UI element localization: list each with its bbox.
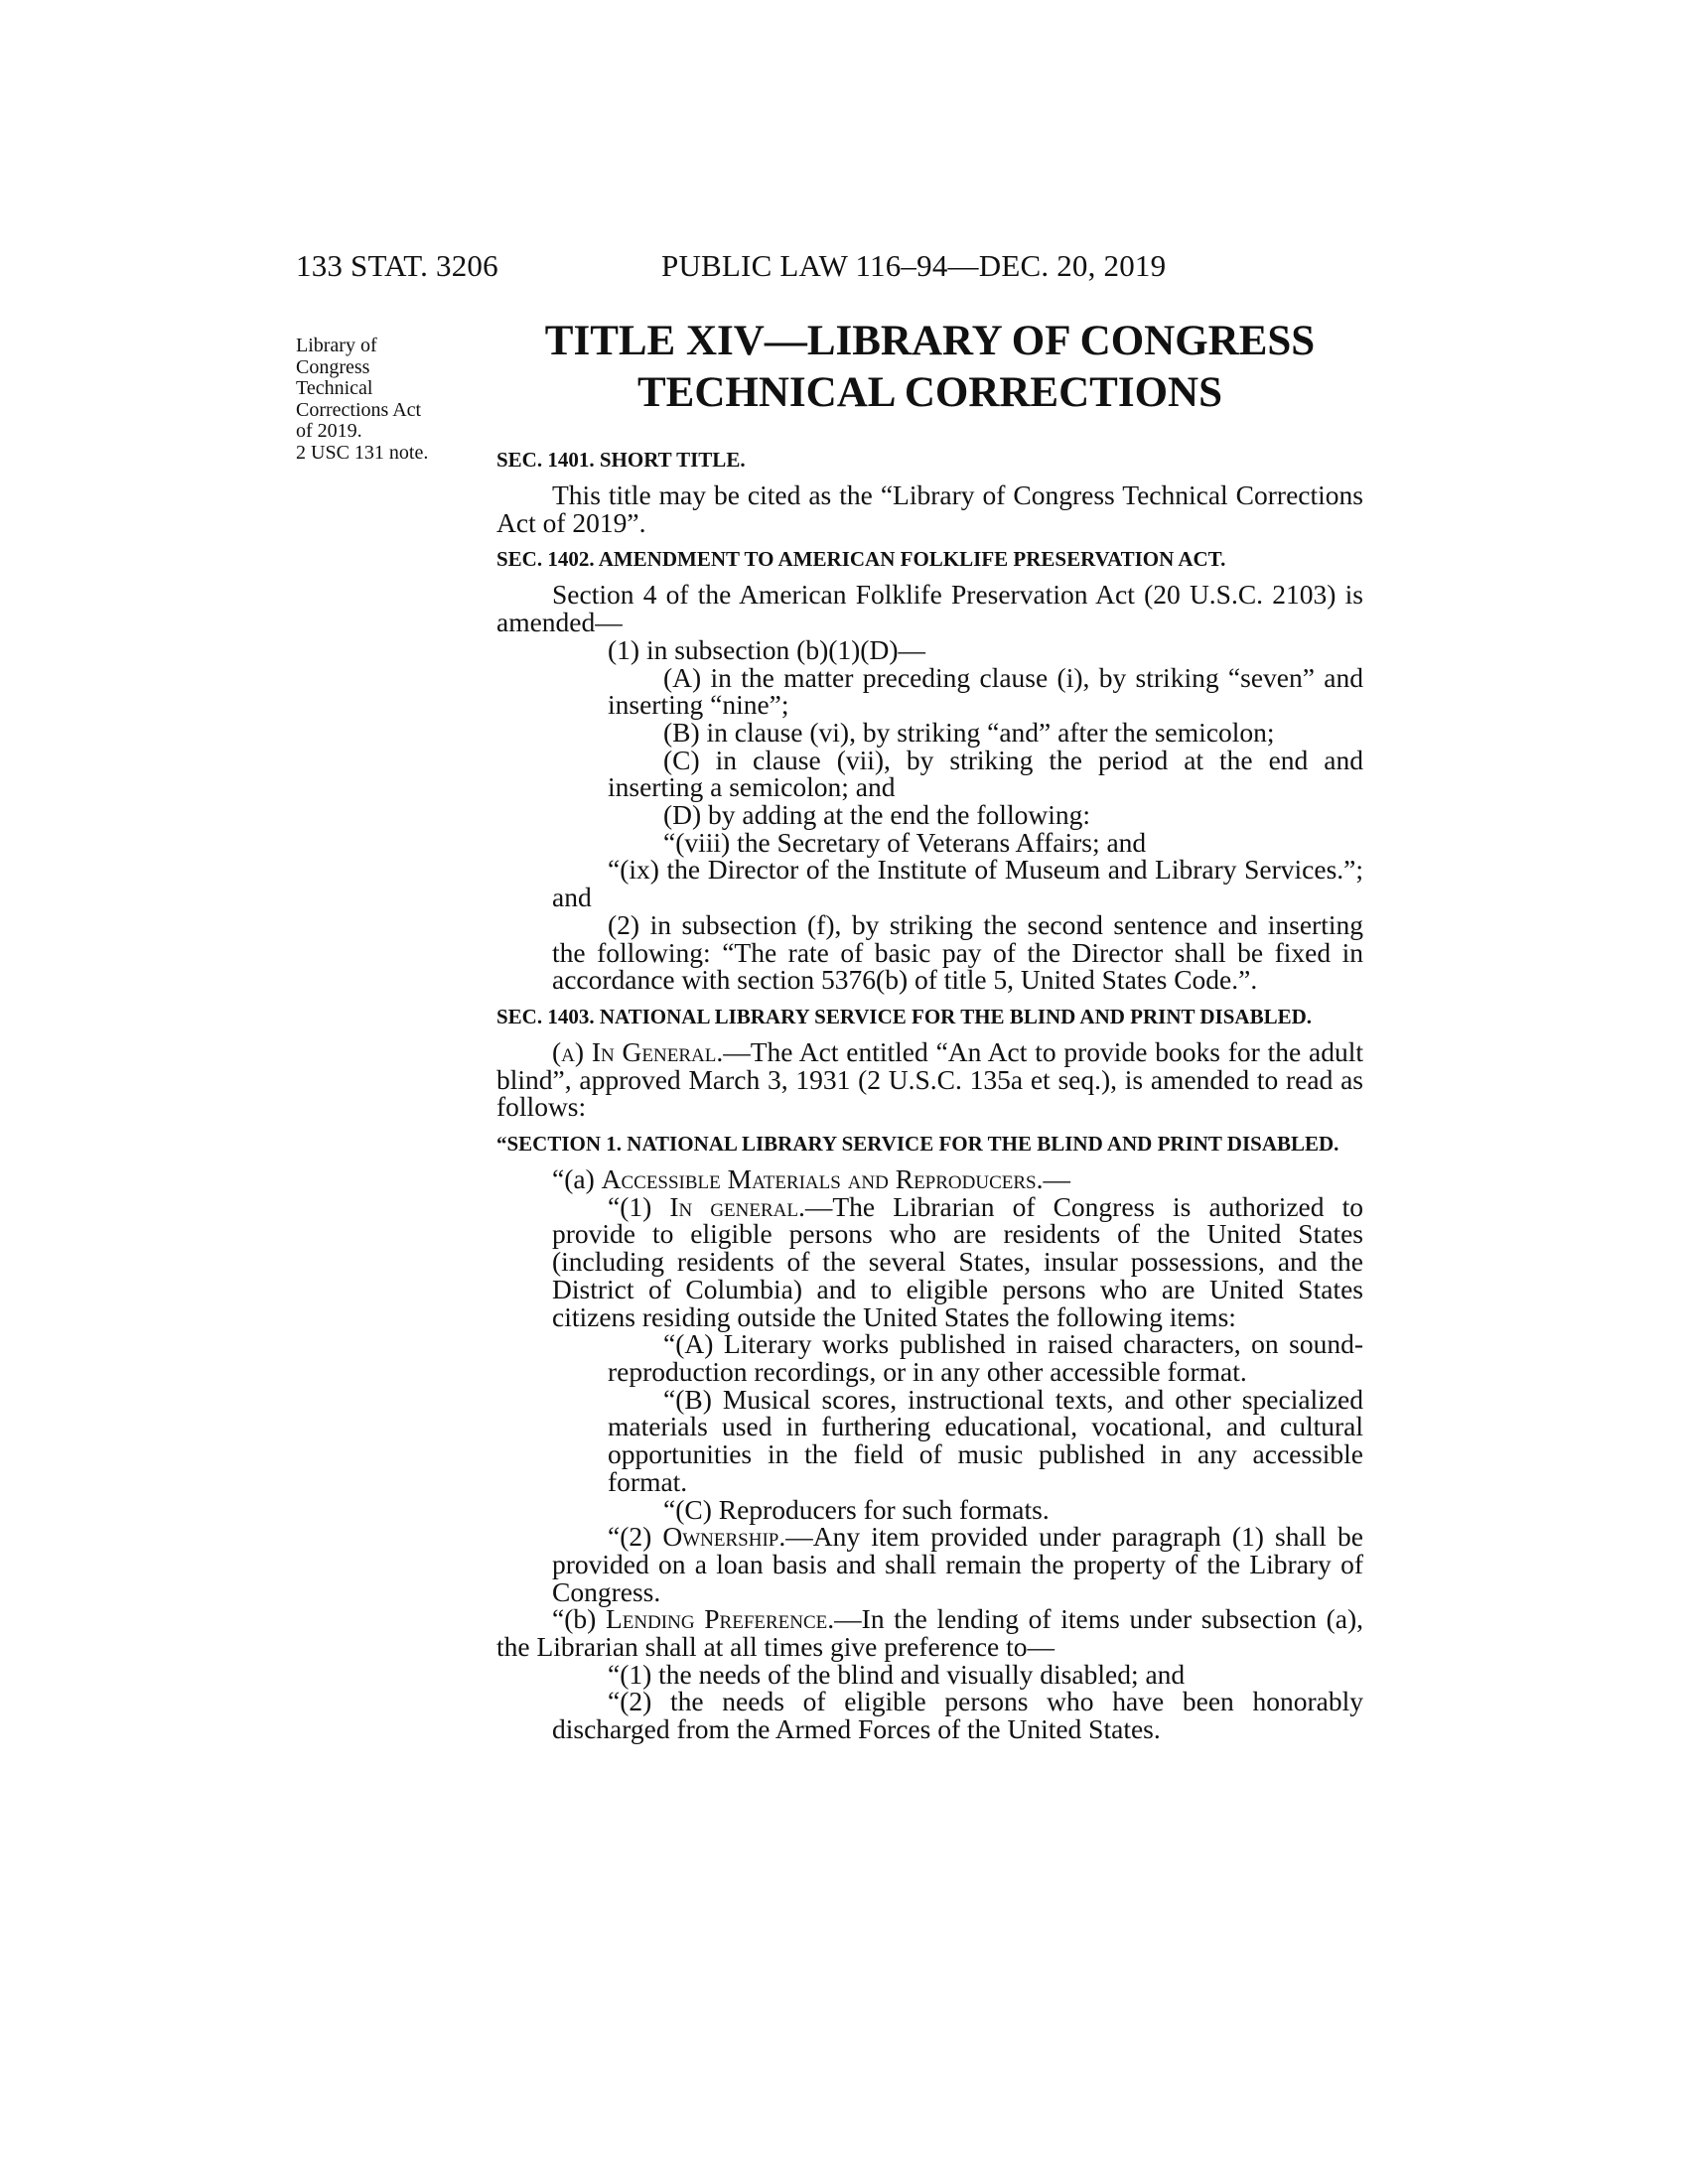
- quoted-subparagraph-c: “(C) Reproducers for such formats.: [663, 1493, 1050, 1525]
- quoted-b-paragraph-2: “(2) the needs of eligible persons who have been honorably discharged from the Armed Forces of the United States.: [552, 1686, 1363, 1745]
- title-line-1: TITLE XIV—LIBRARY OF CONGRESS: [544, 318, 1316, 364]
- section-1-heading: “SECTION 1. NATIONAL LIBRARY SERVICE FOR THE BLIND AND PRINT DISABLED.: [496, 1132, 1339, 1157]
- section-1401-text: This title may be cited as the “Library of Congress Technical Corrections Act of 2019”.: [496, 479, 1363, 538]
- margin-note-line: Technical: [296, 377, 373, 399]
- quoted-subparagraph-b: “(B) Musical scores, instructional texts, and other specialized materials used in furthering educational, vocational, and cultural opportunities in the field of music published in any accessible format.: [608, 1383, 1363, 1497]
- quoted-subsection-a: [496, 1165, 1363, 1193]
- section-1403-heading: SEC. 1403. NATIONAL LIBRARY SERVICE FOR THE BLIND AND PRINT DISABLED.: [496, 1004, 1312, 1028]
- clause-viii: “(viii) the Secretary of Veterans Affairs; and: [663, 826, 1147, 858]
- clause-ix: “(ix) the Director of the Institute of Museum and Library Services.”; and: [552, 854, 1363, 913]
- main-text-column: [496, 437, 1363, 1743]
- paragraph-2: (2) in subsection (f), by striking the second sentence and inserting the following: “The rate of basic pay of the Director shall be fixed in accordance with section 5376(b) of title 5, United States Code.”.: [552, 908, 1363, 996]
- subsection-a-label: (a) In General.: [552, 1035, 724, 1067]
- subsection-a-text: —The Act entitled “An Act to provide books for the adult blind”, approved March 3, 1931 (2 U.S.C. 135a et seq.), is amended to read as follows:: [496, 1035, 1363, 1123]
- quoted-subsection-b-label: Lending Preference.: [605, 1603, 835, 1635]
- quoted-paragraph-1: [552, 1190, 1363, 1332]
- quoted-paragraph-1-text: —The Librarian of Congress is authorized to provide to eligible persons who are residents of the United States (including residents of the several States, insular possessions, and the District of Columbia) and to eligible persons who are United States citizens residing outside the United States the following items:: [552, 1190, 1363, 1332]
- margin-note: [296, 336, 475, 464]
- quoted-b-paragraph-1: “(1) the needs of the blind and visually disabled; and: [608, 1658, 1186, 1690]
- quoted-paragraph-2-prefix: “(2): [608, 1521, 663, 1553]
- section-1402-heading: SEC. 1402. AMENDMENT TO AMERICAN FOLKLIFE PRESERVATION ACT.: [496, 547, 1226, 572]
- quoted-subparagraph-a: “(A) Literary works published in raised characters, on sound-reproduction recordings, or in any other accessible format.: [608, 1328, 1363, 1387]
- quoted-subsection-b: [496, 1603, 1363, 1663]
- margin-note-line: 2 USC 131 note.: [296, 441, 429, 464]
- quoted-paragraph-2: [552, 1523, 1363, 1605]
- subparagraph-a: (A) in the matter preceding clause (i), by striking “seven” and inserting “nine”;: [608, 661, 1363, 721]
- page-law-header: PUBLIC LAW 116–94—DEC. 20, 2019: [661, 248, 1167, 283]
- quoted-subsection-a-prefix: “(a): [552, 1163, 602, 1195]
- title-heading: [496, 316, 1363, 419]
- quoted-subsection-a-suffix: —: [1043, 1163, 1070, 1195]
- subparagraph-c: (C) in clause (vii), by striking the period at the end and inserting a semicolon; and: [608, 744, 1363, 803]
- paragraph-1: (1) in subsection (b)(1)(D)—: [608, 633, 925, 665]
- quoted-paragraph-2-label: Ownership.: [662, 1521, 786, 1553]
- subparagraph-b: (B) in clause (vi), by striking “and” after the semicolon;: [663, 716, 1275, 748]
- section-1402-intro: Section 4 of the American Folklife Preservation Act (20 U.S.C. 2103) is amended—: [496, 579, 1363, 638]
- margin-note-line: Congress: [296, 355, 370, 378]
- quoted-paragraph-2-text: —Any item provided under paragraph (1) shall be provided on a loan basis and shall remain the property of the Library of Congress.: [552, 1521, 1363, 1607]
- quoted-subsection-b-text: —In the lending of items under subsection (a), the Librarian shall at all times give preference to—: [496, 1603, 1363, 1663]
- page-stat-citation: 133 STAT. 3206: [296, 248, 498, 283]
- title-line-2: TECHNICAL CORRECTIONS: [637, 369, 1222, 416]
- margin-note-line: Corrections Act: [296, 398, 422, 421]
- margin-note-line: of 2019.: [296, 420, 362, 442]
- subsection-a-in-general: [496, 1035, 1363, 1123]
- quoted-subsection-b-prefix: “(b): [552, 1603, 606, 1635]
- margin-note-line: Library of: [296, 335, 377, 356]
- quoted-subsection-a-label: Accessible Materials and Reproducers.: [601, 1163, 1044, 1195]
- quoted-paragraph-1-prefix: “(1): [608, 1190, 670, 1222]
- section-1401-heading: SEC. 1401. SHORT TITLE.: [496, 448, 746, 472]
- subparagraph-d: (D) by adding at the end the following:: [663, 799, 1090, 831]
- quoted-paragraph-1-label: In general.: [669, 1190, 805, 1222]
